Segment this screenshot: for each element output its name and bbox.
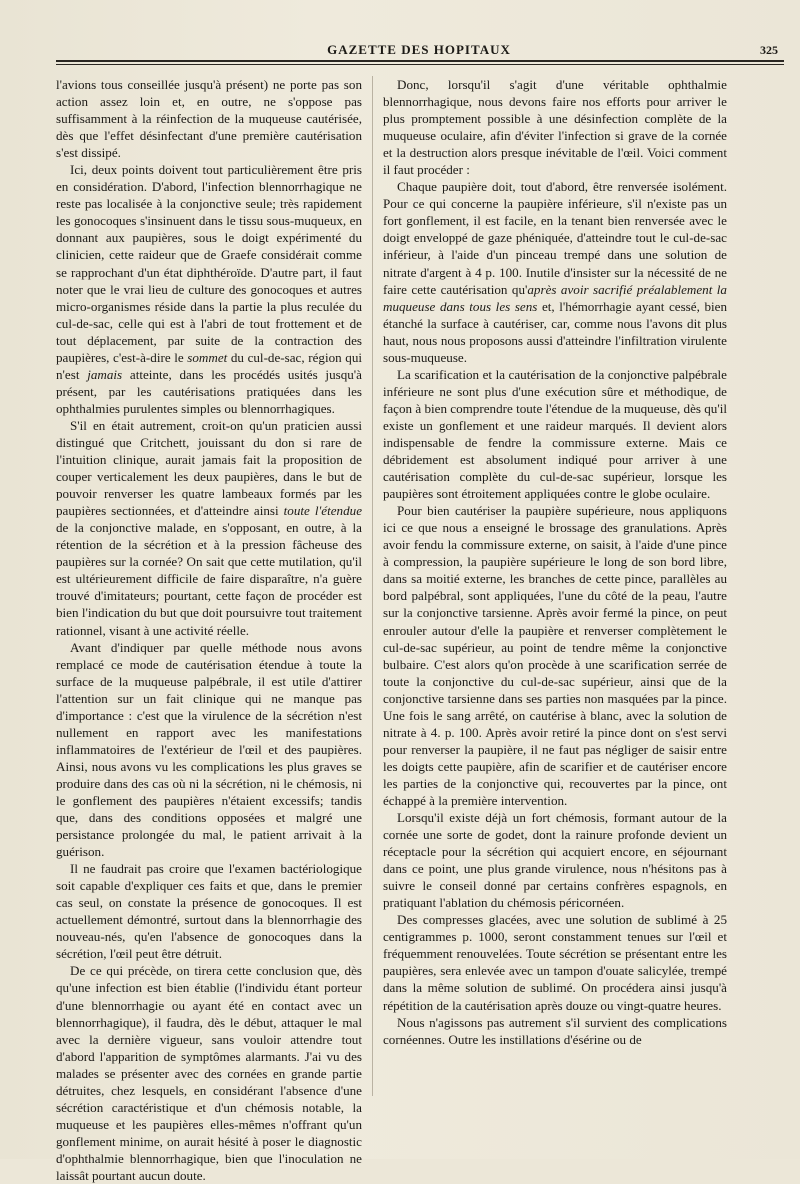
- text-run: du cul-de-sac, région qui n'est: [56, 349, 363, 382]
- paragraph: [383, 178, 727, 366]
- text-run: De ce qui précède, on tirera cette conclusion que, dès qu'une infection est bien établie (l'individu étant porteur d'une blennorrhagie ou ayant été en contact avec un blennorrhagique), il faudra, dès le début, attaquer le mal avec la dernière vigueur, sans vouloir attendre tout d'abord l'apparition de symptômes alarmants. J'ai vu des malades se présenter avec des cornées en grande partie détruites, chez lesquels, en considérant l'absence d'une sécrétion caractéristique et d'un chémosis notable, la muqueuse et les paupières elles-mêmes n'offrant qu'un gonflement minime, on aurait hésité à poser le diagnostic d'ophthalmie blennorrhagique, bien que l'inoculation ne laissât pourtant aucun doute.: [56, 963, 362, 1183]
- text-run: Nous n'agissons pas autrement s'il survient des complications cornéennes. Outre les instillations d'ésérine ou de: [383, 1014, 727, 1047]
- paragraph: [56, 161, 362, 417]
- right-column: [383, 76, 727, 1146]
- text-run: et, l'hémorrhagie ayant cessé, bien étanché la surface à cautériser, car, comme nous l'avons dit plus haut, nous nous proposons aussi d'atteindre l'infiltration virulente sous-muqueuse.: [383, 298, 727, 365]
- text-run: atteinte, dans les procédés usités jusqu'à présent, par les cautérisations pratiquées dans les ophthalmies purulentes simples ou blennorrhagiques.: [56, 366, 362, 416]
- left-column: [56, 76, 363, 1183]
- paragraph: [383, 809, 727, 911]
- paragraph: [383, 366, 727, 502]
- paragraph: [56, 962, 362, 1184]
- text-run: Il ne faudrait pas croire que l'examen bactériologique soit capable d'expliquer ces faits et que, dans le premier cas seul, on constate la présence de gonocoques. Il est actuellement démontré, surtout dans la blennorrhagie des nouveau-nés, qu'en l'absence de gonocoques dans la sécrétion, l'œil peut être détruit.: [56, 861, 362, 962]
- paragraph: [56, 417, 362, 639]
- italic-text: sommet: [187, 349, 228, 365]
- header-rule-thin: [56, 64, 784, 65]
- paragraph: [56, 860, 362, 962]
- text-run: Chaque paupière doit, tout d'abord, être renversée isolément. Pour ce qui concerne la paupière inférieure, s'il n'existe pas un fort gonflement, il est facile, en la tenant bien renversée avec le doigt enveloppé de gaze phéniquée, d'atteindre tout le cul-de-sac inférieur, à l'aide d'un pinceau trempé dans une solution de nitrate d'argent à 4 p. 100. Inutile d'insister sur la nécessité de ne faire cette cautérisation qu': [383, 179, 727, 297]
- text-run: Donc, lorsqu'il s'agit d'une véritable ophthalmie blennorrhagique, nous devons faire nos efforts pour arriver le plus promptement possible à une désinfection complète de la muqueuse oculaire, afin d'éviter l'infection si grave de la cornée et la destruction alors presque inévitable de l'œil. Voici comment il faut procéder :: [383, 77, 727, 178]
- italic-text: jamais: [87, 366, 123, 382]
- paragraph: [383, 1014, 727, 1048]
- italic-text: toute l'étendue: [283, 503, 362, 519]
- text-run: Avant d'indiquer par quelle méthode nous avons remplacé ce mode de cautérisation étendue à toute la surface de la muqueuse palpébrale, il est utile d'attirer l'attention sur un fait clinique qui ne manque pas d'importance : c'est que la virulence de la sécrétion n'est nullement en rapport avec les manifestations inflammatoires de l'extérieur de l'œil et des paupières. Ainsi, nous avons vu les complications les plus graves se produire dans des cas où ni la sécrétion, ni le chémosis, ni le gonflement des paupières n'étaient excessifs; tandis que, dans des conditions opposées et malgré une persistance prolongée du mal, le patient arrivait à la guérison.: [56, 639, 362, 860]
- running-title: GAZETTE DES HOPITAUX: [327, 42, 511, 57]
- header-rule-thick: [56, 60, 784, 62]
- text-run: Des compresses glacées, avec une solution de sublimé à 25 centigrammes p. 1000, seront constamment tenues sur l'œil et fréquemment renouvelées. Toute sécrétion se présentant entre les paupières, sera enlevée avec un tampon d'ouate salicylée, trempé dans la même solution de sublimé. On procédera ainsi jusqu'à répétition de la cautérisation après douze ou vingt-quatre heures.: [383, 912, 727, 1013]
- text-run: Pour bien cautériser la paupière supérieure, nous appliquons ici ce que nous a enseigné le brossage des granulations. Après avoir fendu la commissure externe, on saisit, à l'aide d'une pince à compression, la paupière supérieure le long de son bord libre, dans sa moitié externe, les branches de cette pince, parallèles au bord palpébral, sont appliquées, l'une du côté de la peau, l'autre sur la conjonctive tarsienne. Après avoir fermé la pince, on peut enrouler autour d'elle la paupière et renverser complètement le cul-de-sac supérieur, au point de tendre même la conjonctive bulbaire. C'est alors qu'on procède à une scarification serrée de toute la conjonctive du cul-de-sac supérieur, ainsi que de la conjonctive tarsienne dans ses parties non masquées par la pince. Une fois le sang arrêté, on cautérise à blanc, avec la solution de nitrate à 4. p. 100. Après avoir retiré la pince dont on s'est servi pour renverser la paupière, il ne faut pas négliger de saisir entre les doigts cette paupière, afin de scarifier et de cautériser encore les parties de la conjonctive qui, recouvertes par la pince, ont échappé à la première intervention.: [383, 503, 727, 808]
- text-run: de la conjonctive malade, en s'opposant, en outre, à la rétention de la sécrétion et à la pression fâcheuse des paupières sur la cornée? On sait que cette mutilation, qu'il est ultérieurement difficile de faire disparaître, n'a guère trouvé d'imitateurs; pourtant, cette façon de procéder est bien l'indication du but que doit poursuivre tout traitement rationnel, visant à une activité réelle.: [56, 520, 362, 638]
- paragraph: [383, 911, 727, 1013]
- page-number: 325: [760, 43, 778, 57]
- text-run: S'il en était autrement, croit-on qu'un praticien aussi distingué que Critchett, jouissant du don si rare de l'intuition clinique, aurait jamais fait la proposition de couper verticalement les deux paupières, dans le but de pouvoir renverser les quatre lambeaux formés par les paupières sectionnées, et d'atteindre ainsi: [56, 417, 362, 519]
- paragraph: [56, 639, 362, 861]
- paragraph: [56, 76, 362, 161]
- paragraph: [383, 76, 727, 178]
- text-run: Lorsqu'il existe déjà un fort chémosis, formant autour de la cornée une sorte de godet, dont la rainure profonde devient un réceptacle pour la sécrétion qui acquiert encore, en séjournant dans ce point, une plus grande virulence, nous n'hésitons pas à suivre le conseil donné par certains confrères espagnols, en pratiquant l'ablation du chémosis péricornéen.: [383, 810, 727, 911]
- text-run: Ici, deux points doivent tout particulièrement être pris en considération. D'abord, l'infection blennorrhagique ne reste pas localisée à la conjonctive seule; très rapidement les gonocoques s'insinuent dans le tissu sous-muqueux, en donnant aux paupières, sous le doigt expérimenté du clinicien, cette raideur que de Graefe considérait comme se rapprochant d'un état diphthéroïde. D'autre part, il faut noter que le vrai lieu de culture des gonocoques et autres micro-organismes réside dans la partie la plus reculée du cul-de-sac, celle qui est à l'abri de tout frottement et de tout déplacement, par suite de la contraction des paupières, c'est-à-dire le: [56, 162, 362, 365]
- column-divider: [372, 76, 373, 1096]
- text-run: La scarification et la cautérisation de la conjonctive palpébrale inférieure ne sont plus d'une exécution sûre et méthodique, de façon à bien comprendre toute l'étendue de la muqueuse, dès qu'il existe un gonflement et une raideur marqués. Il devient alors indispensable de fendre la commissure externe. Mais ce débridement est absolument indiqué pour arriver à une cautérisation complète du cul-de-sac supérieur, lorsque les paupières sont étroitement appliquées contre le globe oculaire.: [383, 366, 727, 502]
- text-run: l'avions tous conseillée jusqu'à présent) ne porte pas son action assez loin et, en outre, ne s'oppose pas suffisamment à la réinfection de la muqueuse cautérisée, dès que l'effet désinfectant d'une première cautérisation s'est dissipé.: [56, 77, 362, 161]
- italic-text: après avoir sacrifié préalablement la muqueuse dans tous les sens: [383, 281, 727, 314]
- paragraph: [383, 502, 727, 809]
